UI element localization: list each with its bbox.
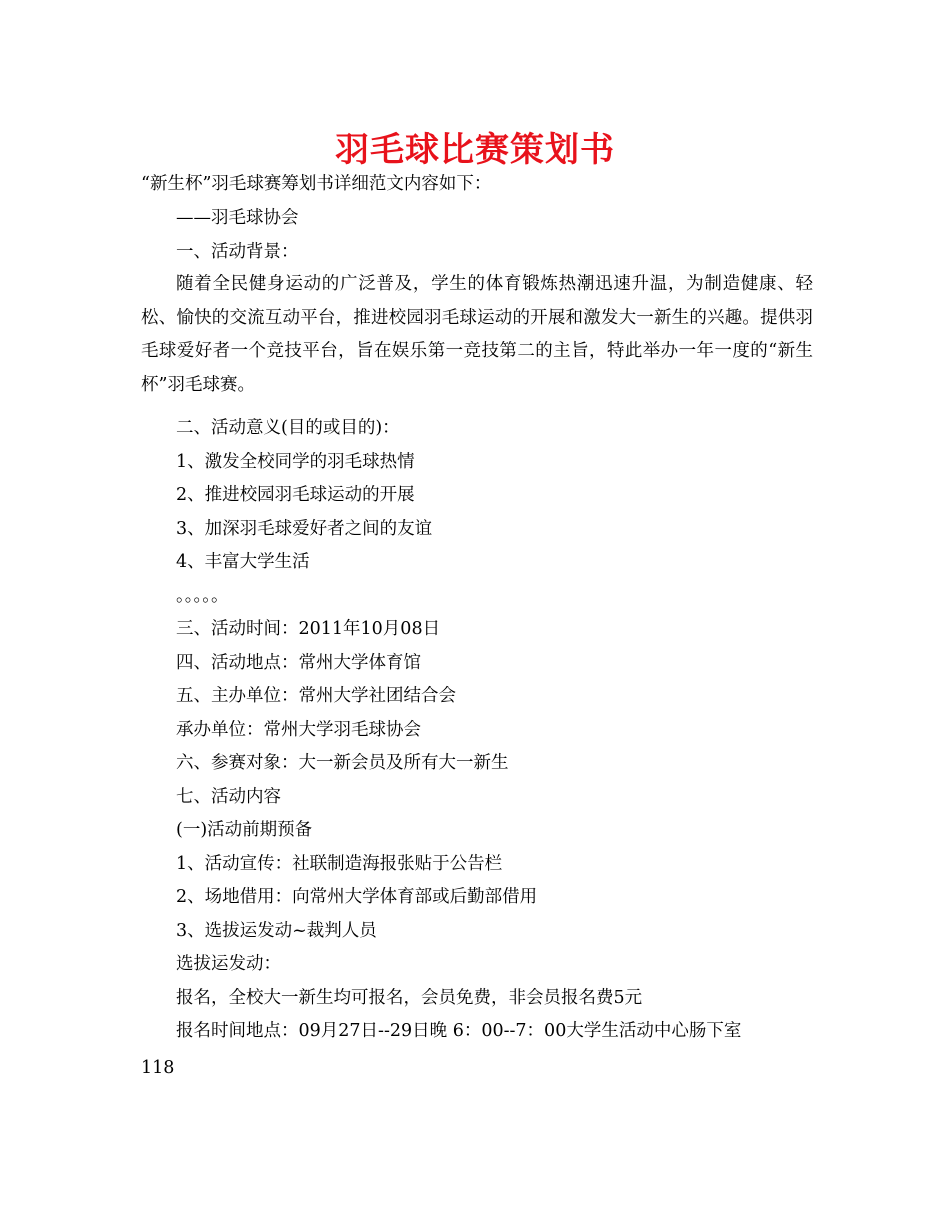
- list-item: 3、选拔运发动~裁判人员: [176, 921, 377, 941]
- section-organizer: 五、主办单位：常州大学社团结合会: [176, 686, 456, 706]
- section-participants: 六、参赛对象：大一新会员及所有大一新生: [176, 753, 509, 773]
- section-time: 三、活动时间：2011年10月08日: [176, 619, 441, 639]
- ellipsis-line: 。。。。。: [176, 586, 229, 606]
- list-item: 1、激发全校同学的羽毛球热情: [176, 452, 415, 472]
- list-item: 3、加深羽毛球爱好者之间的友谊: [176, 519, 433, 539]
- intro-line: “新生杯”羽毛球赛筹划书详细范文内容如下：: [141, 174, 492, 194]
- document-title: 羽毛球比赛策划书: [335, 130, 615, 170]
- selection-heading: 选拔运发动：: [176, 954, 281, 974]
- subsection-heading-preparation: (一)活动前期预备: [176, 820, 313, 840]
- list-item: 2、场地借用：向常州大学体育部或后勤部借用: [176, 887, 538, 907]
- section-heading-significance: 二、活动意义(目的或目的)：: [176, 418, 400, 438]
- section-location: 四、活动地点：常州大学体育馆: [176, 653, 421, 673]
- background-paragraph: 随着全民健身运动的广泛普及，学生的体育锻炼热潮迅速升温，为制造健康、轻松、愉快的交流互动平台，推进校园羽毛球运动的开展和激发大一新生的兴趣。提供羽毛球爱好者一个竞技平台，旨在娱乐第一竞技第二的主旨，特此举办一年一度的“新生杯”羽毛球赛。: [141, 274, 813, 395]
- registration-time-line: 报名时间地点：09月27日--29日晚 6：00--7：00大学生活动中心肠下室: [176, 1021, 742, 1041]
- registration-line: 报名，全校大一新生均可报名，会员免费，非会员报名费5元: [176, 988, 643, 1008]
- co-organizer-line: 承办单位：常州大学羽毛球协会: [176, 720, 421, 740]
- section-heading-background: 一、活动背景：: [176, 242, 299, 262]
- page-number: 118: [141, 1058, 175, 1078]
- list-item: 1、活动宣传：社联制造海报张贴于公告栏: [176, 854, 503, 874]
- author-line: ——羽毛球协会: [176, 208, 299, 228]
- section-heading-content: 七、活动内容: [176, 787, 281, 807]
- list-item: 4、丰富大学生活: [176, 552, 310, 572]
- list-item: 2、推进校园羽毛球运动的开展: [176, 485, 415, 505]
